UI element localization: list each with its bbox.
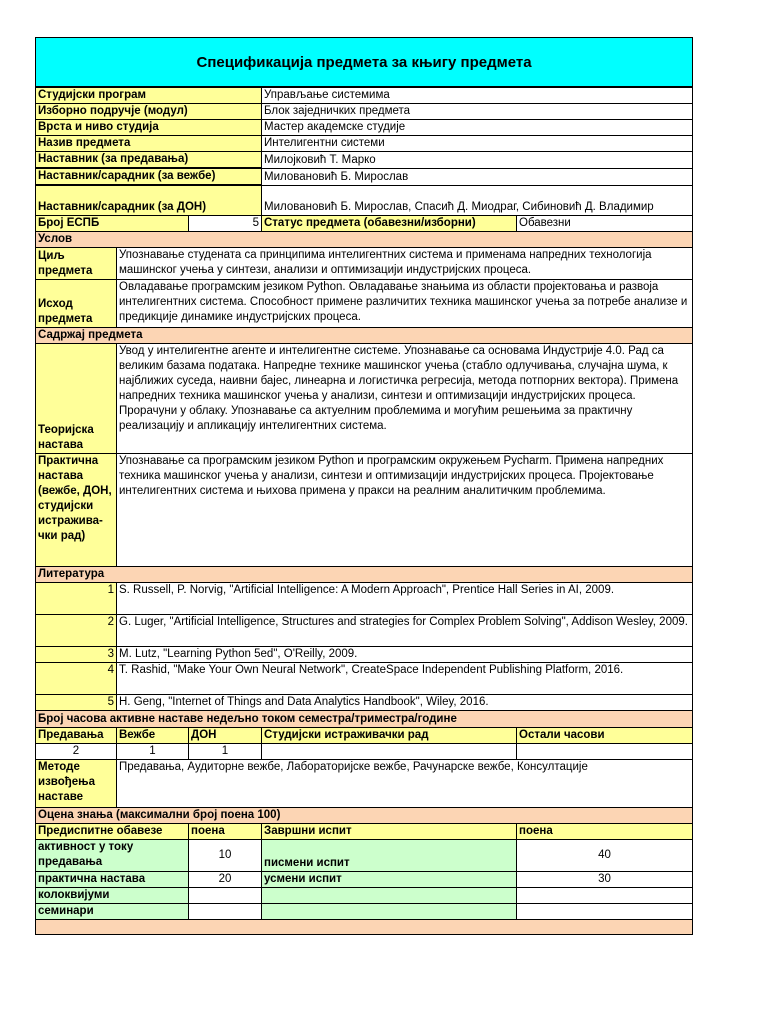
grading-row bbox=[36, 903, 693, 919]
text-teaching-methods: Предавања, Аудиторне вежбе, Лабораторијске вежбе, Рачунарске вежбе, Консултације bbox=[117, 759, 693, 807]
literature-text: M. Lutz, "Learning Python 5ed", O'Reilly, 2009. bbox=[117, 646, 693, 662]
literature-number: 2 bbox=[36, 614, 117, 646]
literature-text: H. Geng, "Internet of Things and Data Analytics Handbook", Wiley, 2016. bbox=[117, 694, 693, 710]
grading-final-exam-points bbox=[517, 887, 693, 903]
label-exercise-assistant: Наставник/сарадник (за вежбе) bbox=[36, 168, 262, 185]
document-title: Спецификација предмета за књигу предмета bbox=[36, 38, 693, 88]
label-course-goal: Циљ предмета bbox=[36, 247, 117, 279]
value-exercise-assistant: Миловановић Б. Мирослав bbox=[262, 168, 693, 185]
section-prerequisite: Услов bbox=[36, 231, 693, 247]
literature-text: G. Luger, "Artificial Intelligence, Structures and strategies for Complex Problem Solving", Addison Wesley, 2009. bbox=[117, 614, 693, 646]
value-don-assistant: Миловановић Б. Мирослав, Спасић Д. Миодраг, Сибиновић Д. Владимир bbox=[262, 185, 693, 215]
literature-item bbox=[36, 582, 693, 614]
grading-final-exam-item: усмени испит bbox=[262, 871, 517, 887]
literature-number: 5 bbox=[36, 694, 117, 710]
header-pre-exam-points: поена bbox=[189, 823, 262, 839]
value-course-name: Интелигентни системи bbox=[262, 136, 693, 152]
course-specification-sheet bbox=[35, 37, 692, 935]
value-espb: 5 bbox=[189, 215, 262, 231]
literature-text: T. Rashid, "Make Your Own Neural Network", CreateSpace Independent Publishing Platform, 2016. bbox=[117, 662, 693, 694]
label-don-assistant: Наставник/сарадник (за ДОН) bbox=[36, 185, 262, 215]
grading-pre-exam-item: практична настава bbox=[36, 871, 189, 887]
grading-pre-exam-points: 20 bbox=[189, 871, 262, 887]
section-literature: Литература bbox=[36, 566, 693, 582]
literature-number: 3 bbox=[36, 646, 117, 662]
grading-row bbox=[36, 839, 693, 871]
label-course-outcome: Исход предмета bbox=[36, 279, 117, 327]
grading-pre-exam-points: 10 bbox=[189, 839, 262, 871]
label-module: Изборно подручје (модул) bbox=[36, 104, 262, 120]
label-study-type: Врста и ниво студија bbox=[36, 120, 262, 136]
grading-pre-exam-item: колоквијуми bbox=[36, 887, 189, 903]
header-other-hours: Остали часови bbox=[517, 727, 693, 743]
header-lectures: Предавања bbox=[36, 727, 117, 743]
section-active-hours: Број часова активне наставе недељно током семестра/триместра/године bbox=[36, 710, 693, 727]
grading-pre-exam-item: активност у току предавања bbox=[36, 839, 189, 871]
grading-pre-exam-item: семинари bbox=[36, 903, 189, 919]
grading-final-exam-points bbox=[517, 903, 693, 919]
header-final-exam-points: поена bbox=[517, 823, 693, 839]
header-exercises: Вежбе bbox=[117, 727, 189, 743]
literature-item bbox=[36, 694, 693, 710]
value-exercises-hours: 1 bbox=[117, 743, 189, 759]
value-course-status: Обавезни bbox=[517, 215, 693, 231]
literature-number: 1 bbox=[36, 582, 117, 614]
value-lectures-hours: 2 bbox=[36, 743, 117, 759]
header-pre-exam: Предиспитне обавезе bbox=[36, 823, 189, 839]
label-course-status: Статус предмета (обавезни/изборни) bbox=[262, 215, 517, 231]
text-theory-lessons: Увод у интелигентне агенте и интелигентне системе. Упознавање са основама Индустрије 4.0. Рад са великим базама података. Напредне технике машинског учења (стабло одлучивања, случајна шума, к најближих суседа, наивни бајес, линеарна и логистичка регресија, метода потпорних вектора). Примена напредних техника машинског учења у анализи, синтези и оптимизацији индустријских процеса. Прорачуни у облаку. Упознавање са актуелним проблемима и могућим решењима за практичну реализацију и апликацију интелигентних система. bbox=[117, 343, 693, 453]
specification-table bbox=[35, 37, 693, 935]
value-don-hours: 1 bbox=[189, 743, 262, 759]
literature-item bbox=[36, 662, 693, 694]
text-course-outcome: Овладавање програмским језиком Python. Овладавање знањима из области пројектовања и развоја интелигентних система. Способност примене различитих техника машинског учења за потребе анализе и предикције динамике индустријских процеса. bbox=[117, 279, 693, 327]
value-research-hours bbox=[262, 743, 517, 759]
label-theory-lessons: Теоријска настава bbox=[36, 343, 117, 453]
section-grading: Оцена знања (максимални број поена 100) bbox=[36, 807, 693, 823]
section-course-content: Садржај предмета bbox=[36, 327, 693, 343]
text-practical-lessons: Упознавање са програмским језиком Python и програмским окружењем Pycharm. Примена напредних техника машинског учења у анализи, синтези и оптимизацији индустријских процеса. Пројектовање интелигентних система и њихова примена у пракси на реалним аналитичким проблемима. bbox=[117, 453, 693, 566]
label-teaching-methods: Методе извођења наставе bbox=[36, 759, 117, 807]
literature-number: 4 bbox=[36, 662, 117, 694]
header-research: Студијски истраживачки рад bbox=[262, 727, 517, 743]
literature-item bbox=[36, 646, 693, 662]
grading-final-exam-points: 30 bbox=[517, 871, 693, 887]
header-final-exam: Завршни испит bbox=[262, 823, 517, 839]
text-course-goal: Упознавање студената са принципима интелигентних система и применама напредних технологија машинског учења у синтези, анализи и оптимизацији индустријских процеса. bbox=[117, 247, 693, 279]
value-module: Блок заједничких предмета bbox=[262, 104, 693, 120]
grading-row bbox=[36, 871, 693, 887]
header-don: ДОН bbox=[189, 727, 262, 743]
value-study-type: Мастер академске студије bbox=[262, 120, 693, 136]
label-study-program: Студијски програм bbox=[36, 87, 262, 104]
literature-text: S. Russell, P. Norvig, "Artificial Intelligence: A Modern Approach", Prentice Hall Series in AI, 2009. bbox=[117, 582, 693, 614]
label-practical-lessons: Практична настава (вежбе, ДОН, студијски истражива-чки рад) bbox=[36, 453, 117, 566]
label-lecturer: Наставник (за предавања) bbox=[36, 152, 262, 169]
grading-final-exam-item bbox=[262, 887, 517, 903]
grading-final-exam-item: писмени испит bbox=[262, 839, 517, 871]
grading-pre-exam-points bbox=[189, 903, 262, 919]
label-course-name: Назив предмета bbox=[36, 136, 262, 152]
grading-row bbox=[36, 887, 693, 903]
value-study-program: Управљање системима bbox=[262, 87, 693, 104]
grading-final-exam-item bbox=[262, 903, 517, 919]
label-espb: Број ЕСПБ bbox=[36, 215, 189, 231]
footer-bar bbox=[36, 919, 693, 934]
value-lecturer: Милојковић Т. Марко bbox=[262, 152, 693, 169]
value-other-hours bbox=[517, 743, 693, 759]
grading-pre-exam-points bbox=[189, 887, 262, 903]
grading-final-exam-points: 40 bbox=[517, 839, 693, 871]
literature-item bbox=[36, 614, 693, 646]
